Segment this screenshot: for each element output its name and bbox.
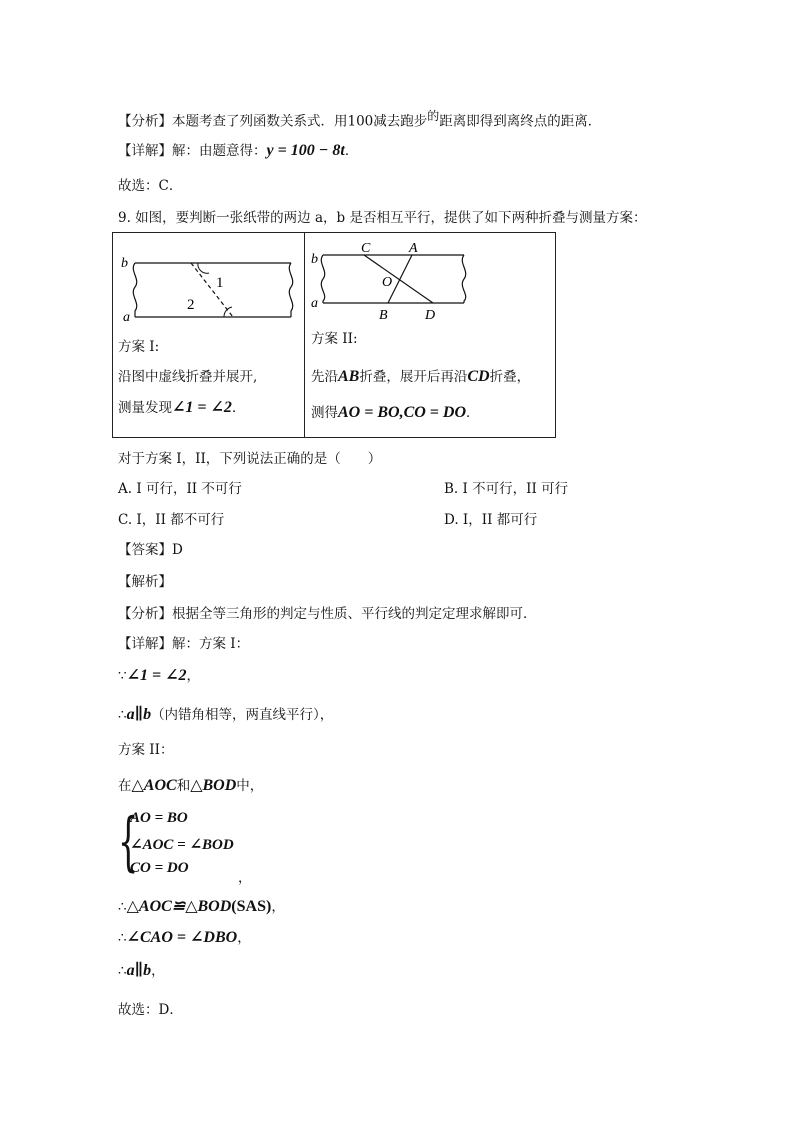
system-row-1: AO = BO [130,810,188,826]
plan2-text-a: 先沿 [311,369,338,385]
left-brace: { [118,805,139,879]
solution-detail [118,634,249,654]
system-end: ， [238,870,252,886]
therefore-symbol-3: ∴ [118,930,127,946]
step-because [118,666,200,686]
plan2-text-b: 折叠，展开后再沿 [359,369,468,385]
plan1-end: ． [231,400,246,416]
fig2-label-B: B [379,308,388,323]
congruent-end: ， [271,899,285,915]
plan2-ab: AB [338,368,360,385]
choose-c: 故选：C． [118,178,183,194]
fig1-label-a: a [123,310,130,325]
fig2-label-D: D [425,308,436,323]
parallel-end: ， [151,963,165,979]
and-text: 和 [176,778,191,794]
option-a: A. I 可行，II 不可行 [118,481,242,497]
triangle-bod: △BOD [190,777,237,794]
formula-y: y = 100 − 8t [266,142,345,159]
plan1-figure [119,251,304,326]
plan1-line2 [118,398,245,418]
analysis-sup: 的 [427,109,440,123]
analysis-text: 本题考查了列函数关系式．用100减去跑步 [172,113,428,130]
therefore-symbol-2: ∴ [118,899,127,915]
sas-label: (SAS) [231,898,272,915]
angles-end: ， [237,930,251,946]
step-angles [118,928,251,948]
step-parallel-2 [118,961,165,981]
system-row-3: CO = DO [130,860,189,876]
fig1-label-1: 1 [216,275,224,291]
table-divider [304,233,305,437]
plans-table [112,232,556,438]
analysis-tag: 【分析】 [118,113,172,130]
plan2-heading: 方案 II： [118,742,174,758]
step-parallel-reason: （内错角相等，两直线平行）， [151,707,334,723]
plan2-title: 方案 II: [311,331,358,347]
analysis-line-1 [118,106,601,132]
option-c: C. I，II 都不可行 [118,512,225,528]
plan1-formula: ∠1 = ∠2 [172,399,232,416]
in-end: 中， [236,778,264,794]
solution-analysis-text: 根据全等三角形的判定与性质、平行线的判定定理求解即可． [172,606,537,622]
plan2-formula: AO = BO,CO = DO [338,404,467,421]
plan2-measure: 测得 [311,405,338,421]
question-9: 9. 如图，要判断一张纸带的两边 a，b 是否相互平行，提供了如下两种折叠与测量方案： [118,210,647,226]
step-parallel-formula: a∥b [126,706,152,723]
in-text: 在 [118,778,132,794]
analysis-text-end: 距离即得到离终点的距离． [439,113,602,130]
solution-analysis [118,604,537,624]
equation-system [118,805,258,882]
plan2-cd: CD [467,368,490,385]
plan2-text-c: 折叠， [489,369,531,385]
option-d: D. I，II 都可行 [444,512,538,528]
system-row-2: ∠AOC = ∠BOD [130,837,234,853]
detail-tag: 【详解】 [118,143,172,159]
fig2-label-C: C [361,241,371,256]
solution-heading: 【解析】 [118,574,172,590]
congruent-formula: △AOC≌△BOD [126,898,232,915]
fig2-label-a: a [311,296,318,311]
step-congruent [118,897,285,917]
therefore-symbol: ∴ [118,707,127,723]
solution-analysis-tag: 【分析】 [118,606,172,622]
final-choice: 故选：D． [118,1002,183,1018]
step-because-end: ， [186,668,201,684]
plan2-line1 [311,367,530,387]
solution-detail-tag: 【详解】 [118,636,172,652]
parallel-formula: a∥b [126,962,152,979]
fig1-label-b: b [121,256,128,271]
answer: 【答案】D [118,542,183,558]
angles-formula: ∠CAO = ∠DBO [126,929,238,946]
fig1-label-2: 2 [187,297,195,313]
step-because-formula: ∠1 = ∠2 [126,667,187,684]
fig2-label-b: b [311,252,318,267]
plan2-line2 [311,403,480,423]
therefore-symbol-4: ∴ [118,963,127,979]
plan2-figure [309,237,479,325]
step-parallel-1 [118,705,333,725]
because-symbol: ∵ [118,668,127,684]
triangle-aoc: △AOC [131,777,177,794]
option-b: B. I 不可行，II 可行 [444,481,569,497]
solution-detail-text: 解：方案 I： [172,636,250,652]
detail-text: 解：由题意得： [172,143,267,159]
fig2-label-O: O [382,275,393,290]
question-ask: 对于方案 I，II，下列说法正确的是（ ） [118,451,382,467]
detail-line-1 [118,141,358,161]
plan1-line1: 沿图中虚线折叠并展开, [118,369,258,385]
step-in-triangles [118,776,263,796]
plan2-end: ． [466,405,480,421]
fig2-label-A: A [409,241,418,256]
detail-end: ． [344,143,359,159]
plan1-measure: 测量发现 [118,400,172,416]
plan1-title: 方案 I: [118,339,160,355]
